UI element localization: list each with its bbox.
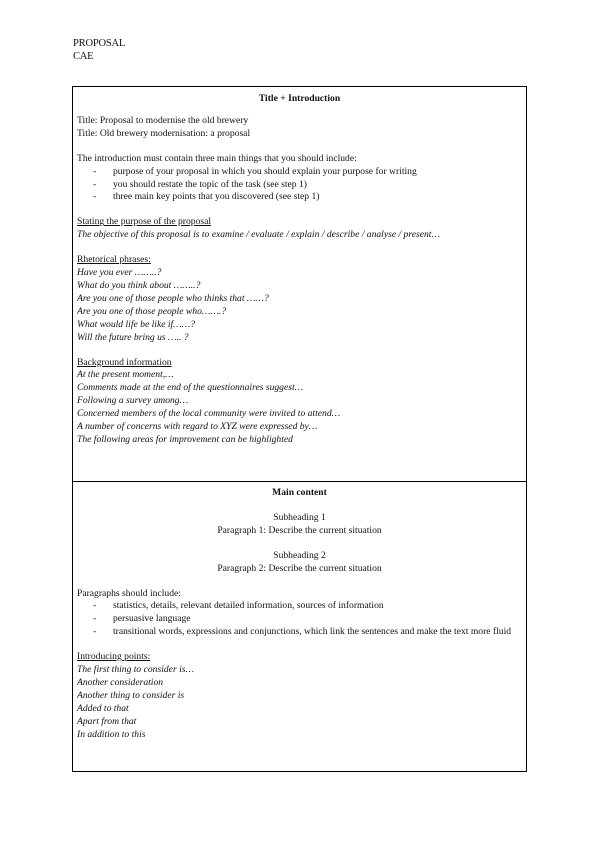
title-example: Title: Old brewery modernisation: a proposal — [77, 127, 251, 139]
list-item: - persuasive language — [77, 613, 522, 626]
intro-section — [73, 87, 526, 482]
main-content-section — [73, 481, 526, 771]
list-item: - statistics, details, relevant detailed information, sources of information — [77, 600, 522, 613]
list-item: - transitional words, expressions and conjunctions, which link the sentences and make the text more fluid — [77, 626, 522, 639]
phrase-item: Are you one of those people who thinks that ……? — [77, 292, 269, 304]
phrase-item: Another consideration — [77, 676, 164, 688]
phrase-item: What do you think about ……..? — [77, 279, 201, 291]
section-heading: Main content — [272, 487, 327, 498]
phrase-item: Have you ever ……..? — [77, 267, 162, 279]
intro-bullet-list — [77, 166, 522, 205]
subheading: Subheading 2 — [273, 549, 326, 561]
section-heading: Title + Introduction — [258, 93, 341, 104]
intro-instructions: The introduction must contain three main things that you should include: — [77, 152, 357, 164]
rhetorical-heading: Rhetorical phrases: — [77, 254, 151, 266]
include-bullet-list — [77, 600, 522, 639]
purpose-phrase: The objective of this proposal is to examine / evaluate / explain / describe / analyse / present… — [77, 229, 440, 241]
phrase-item: In addition to this — [77, 728, 146, 740]
content-table — [72, 86, 527, 772]
header-level: CAE — [73, 51, 94, 62]
include-heading: Paragraphs should include: — [77, 587, 181, 599]
phrase-item: Added to that — [77, 702, 129, 714]
document-header — [73, 37, 125, 63]
subheading: Subheading 1 — [273, 511, 326, 523]
header-doc-type: PROPOSAL — [73, 38, 126, 49]
phrase-item: The first thing to consider is… — [77, 664, 194, 676]
phrase-item: A number of concerns with regard to XYZ were expressed by… — [77, 421, 318, 433]
phrase-item: At the present moment,… — [77, 369, 174, 381]
phrase-item: Another thing to consider is — [77, 689, 185, 701]
title-example: Title: Proposal to modernise the old brewery — [77, 114, 249, 126]
phrase-item: The following areas for improvement can be highlighted — [77, 433, 293, 445]
phrase-item: Are you one of those people who…….? — [77, 305, 227, 317]
phrase-item: Concerned members of the local community were invited to attend… — [77, 408, 341, 420]
paragraph-label: Paragraph 1: Describe the current situation — [217, 524, 382, 536]
phrase-item: Following a survey among… — [77, 395, 189, 407]
phrase-item: Will the future bring us ….. ? — [77, 331, 189, 343]
paragraph-label: Paragraph 2: Describe the current situation — [217, 562, 382, 574]
phrase-item: What would life be like if……? — [77, 318, 196, 330]
background-heading: Background information — [77, 356, 172, 368]
list-item: - purpose of your proposal in which you should explain your purpose for writing — [77, 166, 522, 179]
phrase-item: Apart from that — [77, 715, 137, 727]
purpose-heading: Stating the purpose of the proposal — [77, 216, 212, 228]
phrase-item: Comments made at the end of the questionnaires suggest… — [77, 382, 304, 394]
list-item: - three main key points that you discovered (see step 1) — [77, 191, 522, 204]
list-item: - you should restate the topic of the task (see step 1) — [77, 179, 522, 192]
introducing-heading: Introducing points: — [77, 651, 151, 663]
